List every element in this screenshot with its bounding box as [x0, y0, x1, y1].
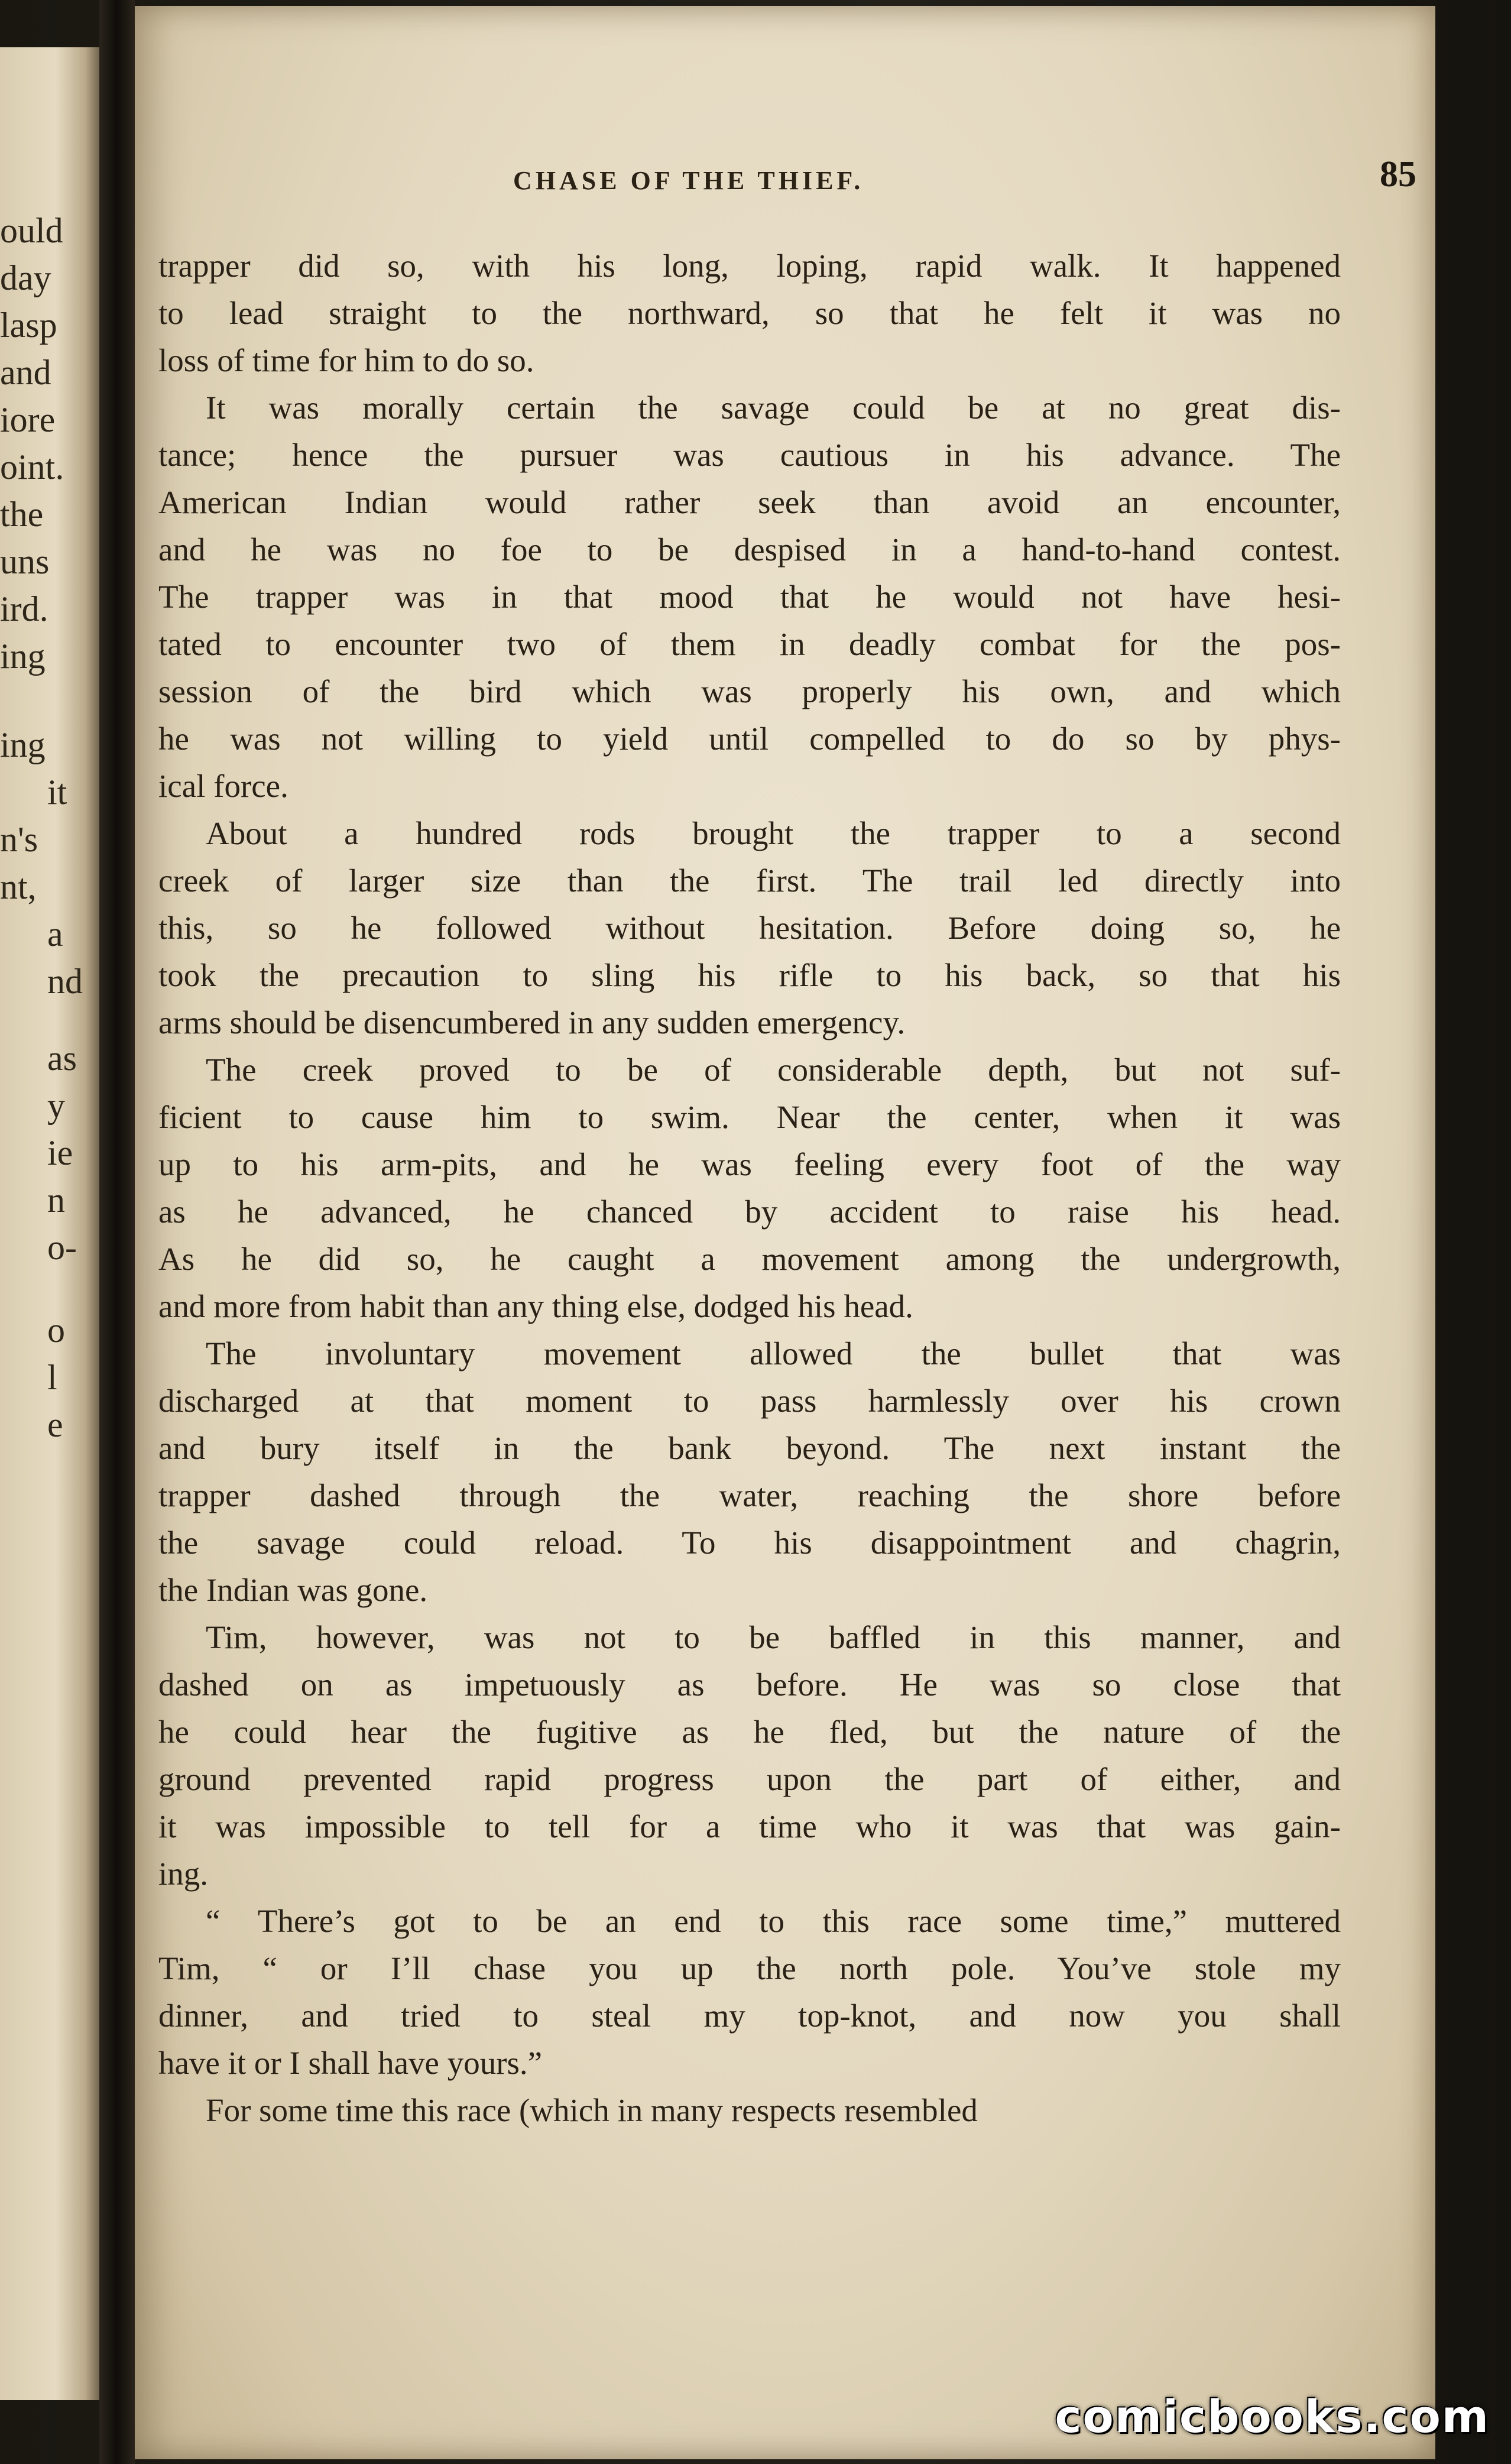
facing-page-text-fragment: day: [0, 258, 51, 297]
text-line: As he did so, he caught a movement among the undergrowth,: [158, 1241, 1341, 1277]
text-line: Tim, however, was not to be baffled in this manner, and: [206, 1619, 1341, 1655]
text-line: The creek proved to be of considerable depth, but not suf-: [206, 1052, 1341, 1088]
text-line: trapper dashed through the water, reaching the shore before: [158, 1477, 1341, 1513]
book-page: [135, 6, 1435, 2459]
text-line: he was not willing to yield until compelled to do so by phys-: [158, 721, 1341, 757]
facing-page-text-fragment: ing: [0, 637, 46, 676]
text-line: ficient to cause him to swim. Near the center, when it was: [158, 1099, 1341, 1135]
text-line: For some time this race (which in many respects resembled: [206, 2092, 978, 2128]
facing-page-text-fragment: and: [0, 353, 51, 392]
text-line: trapper did so, with his long, loping, rapid walk. It happened: [158, 248, 1341, 284]
text-line: up to his arm-pits, and he was feeling every foot of the way: [158, 1146, 1341, 1182]
text-line: have it or I shall have yours.”: [158, 2045, 543, 2081]
facing-page-text-fragment: n's: [0, 820, 38, 859]
facing-page-text-fragment: ie: [47, 1133, 73, 1172]
text-line: he could hear the fugitive as he fled, but the nature of the: [158, 1714, 1341, 1750]
text-line: this, so he followed without hesitation. Before doing so, he: [158, 910, 1341, 946]
text-line: The involuntary movement allowed the bullet that was: [206, 1335, 1341, 1372]
text-line: and he was no foe to be despised in a hand-to-hand contest.: [158, 531, 1341, 568]
facing-page-text-fragment: o: [47, 1311, 65, 1350]
facing-page-text-fragment: the: [0, 495, 44, 534]
body-text: [158, 242, 1341, 2134]
text-line: the Indian was gone.: [158, 1572, 428, 1608]
text-line: ing.: [158, 1856, 209, 1892]
running-head: CHASE OF THE THIEF.: [513, 166, 864, 195]
text-line: to lead straight to the northward, so that he felt it was no: [158, 295, 1341, 331]
book-spine: [99, 0, 135, 2464]
watermark-logo: comicbooks.com: [1055, 2390, 1490, 2443]
facing-page-text-fragment: l: [47, 1358, 57, 1397]
text-line: took the precaution to sling his rifle to his back, so that his: [158, 957, 1341, 993]
text-line: ical force.: [158, 768, 288, 804]
text-line: American Indian would rather seek than avoid an encounter,: [158, 484, 1341, 520]
facing-page-fragment: [0, 47, 100, 2400]
text-line: and more from habit than any thing else, dodged his head.: [158, 1288, 913, 1324]
facing-page-text-fragment: n: [47, 1181, 65, 1220]
facing-page-text-fragment: as: [47, 1039, 77, 1078]
text-line: tated to encounter two of them in deadly combat for the pos-: [158, 626, 1341, 662]
text-line: tance; hence the pursuer was cautious in his advance. The: [158, 437, 1341, 473]
text-line: ground prevented rapid progress upon the part of either, and: [158, 1761, 1341, 1797]
facing-page-text-fragment: iore: [0, 400, 56, 439]
text-line: dashed on as impetuously as before. He was so close that: [158, 1667, 1341, 1703]
page-number: 85: [1380, 154, 1416, 194]
text-line: dinner, and tried to steal my top-knot, and now you shall: [158, 1998, 1341, 2034]
text-line: and bury itself in the bank beyond. The next instant the: [158, 1430, 1341, 1466]
facing-page-text-fragment: o-: [47, 1228, 77, 1267]
text-line: creek of larger size than the first. The trail led directly into: [158, 863, 1341, 899]
text-line: “ There’s got to be an end to this race some time,” muttered: [206, 1903, 1341, 1939]
text-line: It was morally certain the savage could be at no great dis-: [206, 390, 1341, 426]
facing-page-text-fragment: ird.: [0, 589, 48, 628]
facing-page-text-fragment: a: [47, 915, 63, 954]
facing-page-text-fragment: nd: [47, 962, 83, 1001]
facing-page-text-fragment: lasp: [0, 306, 57, 345]
text-line: The trapper was in that mood that he would not have hesi-: [158, 579, 1341, 615]
text-line: the savage could reload. To his disappointment and chagrin,: [158, 1525, 1341, 1561]
facing-page-text-fragment: oint.: [0, 448, 64, 487]
text-line: session of the bird which was properly his own, and which: [158, 673, 1341, 709]
facing-page-text-fragment: y: [47, 1086, 65, 1125]
text-line: it was impossible to tell for a time who it was that was gain-: [158, 1808, 1341, 1844]
facing-page-text-fragment: nt,: [0, 867, 37, 906]
text-line: discharged at that moment to pass harmlessly over his crown: [158, 1383, 1341, 1419]
facing-page-text-fragment: e: [47, 1405, 63, 1444]
facing-page-text-fragment: ould: [0, 211, 63, 250]
text-line: Tim, “ or I’ll chase you up the north pole. You’ve stole my: [158, 1950, 1341, 1986]
facing-page-text-fragment: uns: [0, 542, 50, 581]
facing-page-text-fragment: ing: [0, 725, 46, 764]
text-line: About a hundred rods brought the trapper to a second: [206, 815, 1341, 851]
text-line: as he advanced, he chanced by accident to raise his head.: [158, 1194, 1341, 1230]
text-line: loss of time for him to do so.: [158, 342, 534, 378]
text-line: arms should be disencumbered in any sudden emergency.: [158, 1004, 906, 1040]
facing-page-text-fragment: it: [47, 773, 67, 812]
